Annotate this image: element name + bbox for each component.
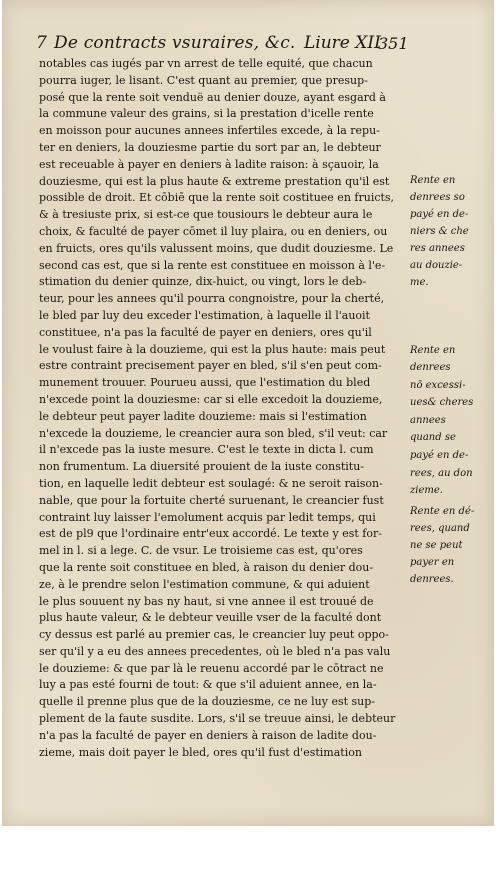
text-line: le debteur peut payer ladite douzieme: mais si l'estimation [39, 409, 367, 423]
text-line: est receuable à payer en deniers à ladite raison: à sçauoir, la [39, 157, 379, 171]
margin-note: niers & che [410, 226, 469, 237]
margin-note: denrees so [410, 192, 465, 203]
text-line: non frumentum. La diuersité prouient de la iuste constitu- [39, 460, 365, 474]
text-line: luy a pas esté fourni de tout: & que s'il aduient annee, en la- [39, 678, 377, 692]
text-line: le voulust faire à la douzieme, qui est la plus haute: mais peut [39, 342, 386, 356]
text-line: plement de la faute susdite. Lors, s'il se treuue ainsi, le debteur [39, 712, 396, 726]
text-line: pourra iuger, le lisant. C'est quant au premier, que presup- [39, 73, 368, 87]
text-line: douziesme, qui est la plus haute & extreme prestation qu'il est [39, 174, 390, 188]
margin-note: payer en [410, 557, 455, 568]
text-line: teur, pour les annees qu'il pourra congnoistre, pour la cherté, [39, 292, 385, 306]
text-line: choix, & faculté de payer cōmet il luy plaira, ou en deniers, ou [39, 224, 388, 238]
text-line: que la rente soit constituee en bled, à raison du denier dou- [39, 560, 374, 574]
page-header [36, 33, 466, 55]
text-line: il n'excede pas la iuste mesure. C'est le texte in dicta l. cum [39, 443, 374, 457]
margin-note: rees, quand [410, 523, 470, 534]
text-line: possible de droit. Et cōbiē que la rente soit costituee en fruicts, [39, 191, 395, 205]
body-text [39, 56, 409, 761]
text-line: & à tresiuste prix, si est-ce que tousiours le debteur aura le [39, 208, 373, 222]
margin-note: denrees. [410, 574, 454, 585]
text-line: contraint luy laisser l'emolument acquis par ledit temps, qui [39, 510, 376, 524]
text-line: estre contraint precisement payer en bled, s'il s'en peut com- [39, 359, 382, 373]
text-line: est de pl9 que l'ordinaire entr'eux accordé. Le texte y est for- [39, 527, 382, 541]
margin-note: res annees [410, 243, 465, 254]
running-title: De contracts vsuraires, &c. [54, 33, 296, 53]
book-label: Liure XII [304, 33, 381, 53]
margin-note: me. [410, 277, 429, 288]
text-line: ter en deniers, la douziesme partie du sort par an, le debteur [39, 140, 381, 154]
text-line: mel in l. si a lege. C. de vsur. Le troisieme cas est, qu'ores [39, 544, 363, 558]
margin-note: denrees [410, 362, 451, 373]
margin-note: Rente en dé- [410, 506, 475, 517]
text-line: tion, en laquelle ledit debteur est soulagé: & ne seroit raison- [39, 476, 383, 490]
text-line: la commune valeur des grains, si la prestation d'icelle rente [39, 107, 374, 121]
text-line: cy dessus est parlé au premier cas, le creancier luy peut oppo- [39, 628, 389, 642]
text-line: le plus souuent ny bas ny haut, si vne annee il est trouué de [39, 594, 374, 608]
text-line: zieme, mais doit payer le bled, ores qu'il fust d'estimation [39, 745, 362, 759]
text-line: ze, à le prendre selon l'estimation commune, & qui aduient [39, 577, 370, 591]
text-line: nable, que pour la fortuite cherté suruenant, le creancier fust [39, 493, 384, 507]
text-line: n'excede la douzieme, le creancier aura son bled, s'il veut: car [39, 426, 388, 440]
margin-note: ne se peut [410, 540, 463, 551]
text-line: stimation du denier quinze, dix-huict, ou vingt, lors le deb- [39, 275, 367, 289]
text-line: le douzieme: & que par là le reuenu accordé par le cōtract ne [39, 661, 384, 675]
margin-note: Rente en [410, 175, 456, 186]
margin-note: rees, au don [410, 468, 473, 479]
text-line: plus haute valeur, & le debteur veuille vser de la faculté dont [39, 611, 382, 625]
margin-note: ues& cheres [410, 397, 474, 408]
text-line: munement trouuer. Pourueu aussi, que l'estimation du bled [39, 376, 371, 390]
margin-note: zieme. [410, 485, 443, 496]
margin-note: nō excessi- [410, 380, 466, 391]
text-line: n'a pas la faculté de payer en deniers à raison de ladite dou- [39, 728, 377, 742]
folio-number: 7 [36, 33, 47, 53]
margin-note: au douzie- [410, 260, 463, 271]
page-number: 351 [378, 34, 409, 53]
text-line: notables cas iugés par vn arrest de telle equité, que chacun [39, 57, 373, 70]
margin-note: quand se [410, 432, 456, 443]
margin-note: payé en de- [410, 209, 469, 220]
text-line: le bled par luy deu exceder l'estimation, à laquelle il l'auoit [39, 308, 370, 322]
book-page [2, 0, 494, 826]
margin-note: Rente en [410, 345, 456, 356]
text-line: posé que la rente soit venduë au denier douze, ayant esgard à [39, 90, 386, 104]
margin-note: payé en de- [410, 450, 469, 461]
margin-note: annees [410, 415, 446, 426]
text-line: constituee, n'a pas la faculté de payer en deniers, ores qu'il [39, 325, 372, 339]
text-line: n'excede point la douziesme: car si elle excedoit la douzieme, [39, 392, 383, 406]
text-line: en fruicts, ores qu'ils valussent moins, que dudit douziesme. Le [39, 241, 394, 255]
text-line: ser qu'il y a eu des annees precedentes, où le bled n'a pas valu [39, 644, 391, 658]
text-line: en moisson pour aucunes annees infertiles excede, à la repu- [39, 124, 380, 138]
text-line: second cas est, que si la rente est constituee en moisson à l'e- [39, 258, 386, 272]
text-line: quelle il prenne plus que de la douziesme, ce ne luy est sup- [39, 695, 376, 709]
